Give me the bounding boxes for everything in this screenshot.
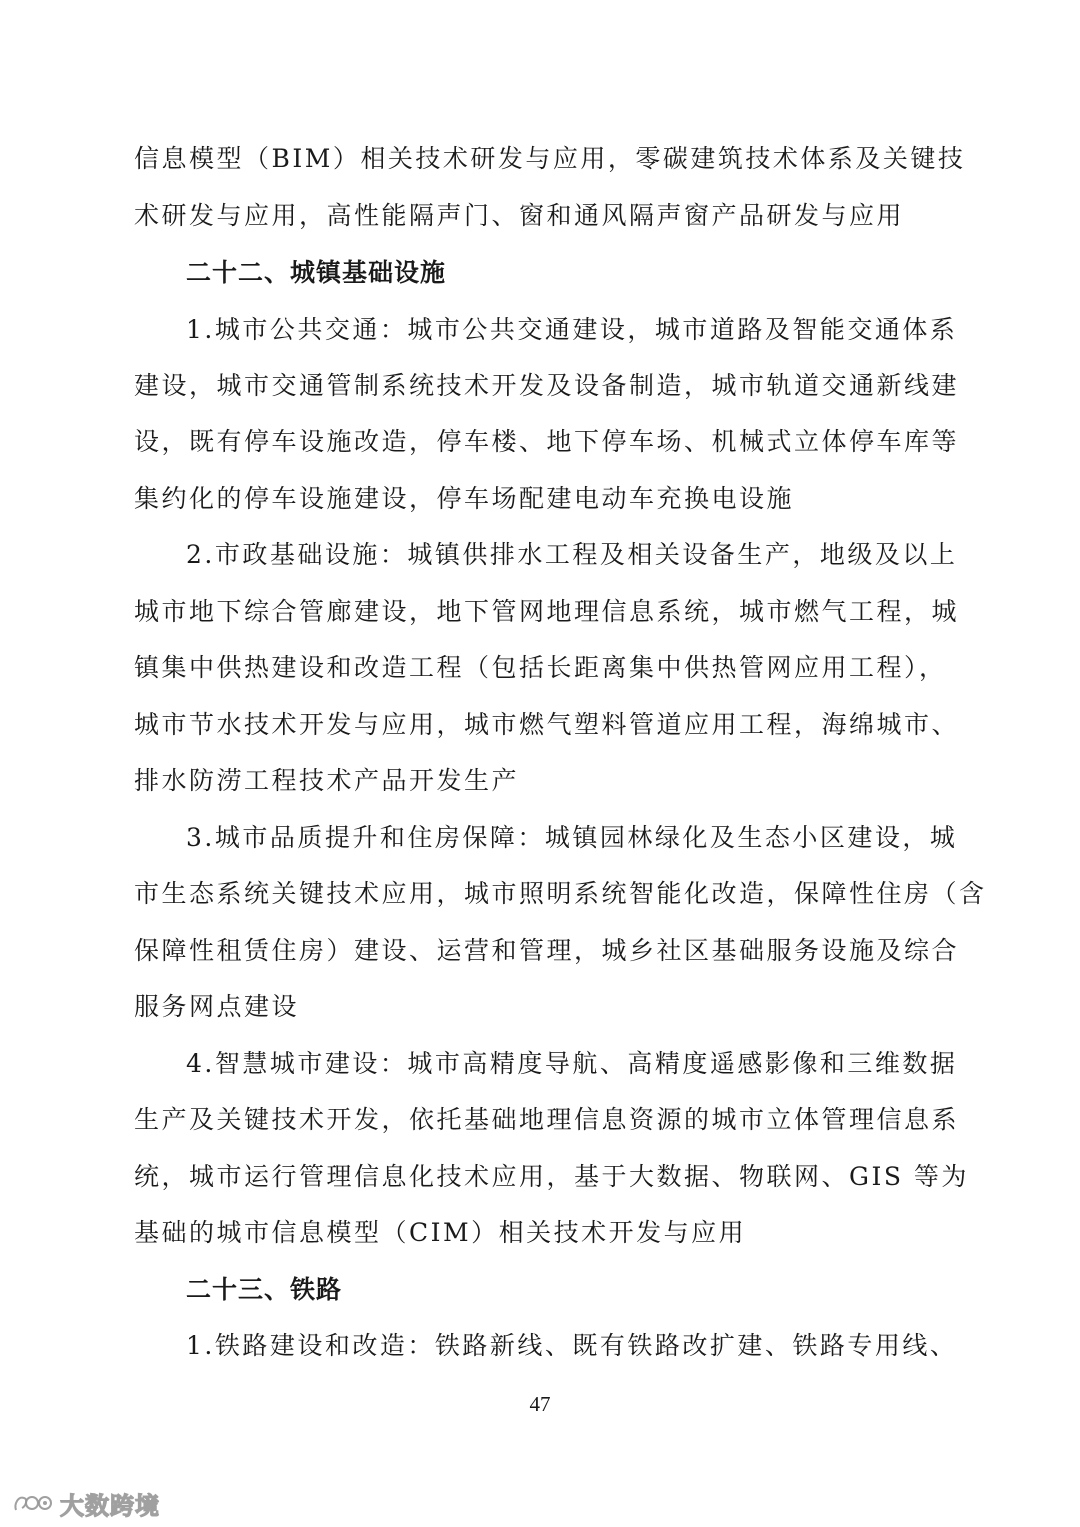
body-line: 服务网点建设: [134, 992, 300, 1021]
watermark-text: 大数跨境: [60, 1491, 160, 1520]
body-line: 基础的城市信息模型（CIM）相关技术开发与应用: [134, 1218, 747, 1247]
body-line: 设，既有停车设施改造，停车楼、地下停车场、机械式立体停车库等: [134, 427, 960, 456]
section-heading: 二十二、城镇基础设施: [186, 258, 447, 287]
body-line: 集约化的停车设施建设，停车场配建电动车充换电设施: [134, 484, 795, 513]
body-line: 4.智慧城市建设：城市高精度导航、高精度遥感影像和三维数据: [186, 1049, 958, 1078]
body-line: 统，城市运行管理信息化技术应用，基于大数据、物联网、GIS 等为: [134, 1162, 969, 1191]
body-line: 市生态系统关键技术应用，城市照明系统智能化改造，保障性住房（含: [134, 879, 987, 908]
body-line: 术研发与应用，高性能隔声门、窗和通风隔声窗产品研发与应用: [134, 201, 905, 230]
body-line: 3.城市品质提升和住房保障：城镇园林绿化及生态小区建设，城: [186, 823, 958, 852]
body-line: 城市地下综合管廊建设，地下管网地理信息系统，城市燃气工程，城: [134, 597, 960, 626]
page-number: 47: [529, 1392, 551, 1416]
body-line: 生产及关键技术开发，依托基础地理信息资源的城市立体管理信息系: [134, 1105, 960, 1134]
section-heading: 二十三、铁路: [186, 1275, 343, 1304]
watermark-logo-icon: [12, 1490, 56, 1516]
body-line: 1.铁路建设和改造：铁路新线、既有铁路改扩建、铁路专用线、: [186, 1331, 958, 1360]
body-line: 排水防涝工程技术产品开发生产: [134, 766, 520, 795]
body-line: 城市节水技术开发与应用，城市燃气塑料管道应用工程，海绵城市、: [134, 710, 960, 739]
body-line: 信息模型（BIM）相关技术研发与应用，零碳建筑技术体系及关键技: [134, 144, 966, 173]
body-line: 2.市政基础设施：城镇供排水工程及相关设备生产，地级及以上: [186, 540, 958, 569]
body-line: 保障性租赁住房）建设、运营和管理，城乡社区基础服务设施及综合: [134, 936, 960, 965]
body-line: 建设，城市交通管制系统技术开发及设备制造，城市轨道交通新线建: [134, 371, 960, 400]
body-line: 镇集中供热建设和改造工程（包括长距离集中供热管网应用工程），: [134, 653, 947, 682]
watermark: [12, 1488, 160, 1518]
body-line: 1.城市公共交通：城市公共交通建设，城市道路及智能交通体系: [186, 315, 958, 344]
